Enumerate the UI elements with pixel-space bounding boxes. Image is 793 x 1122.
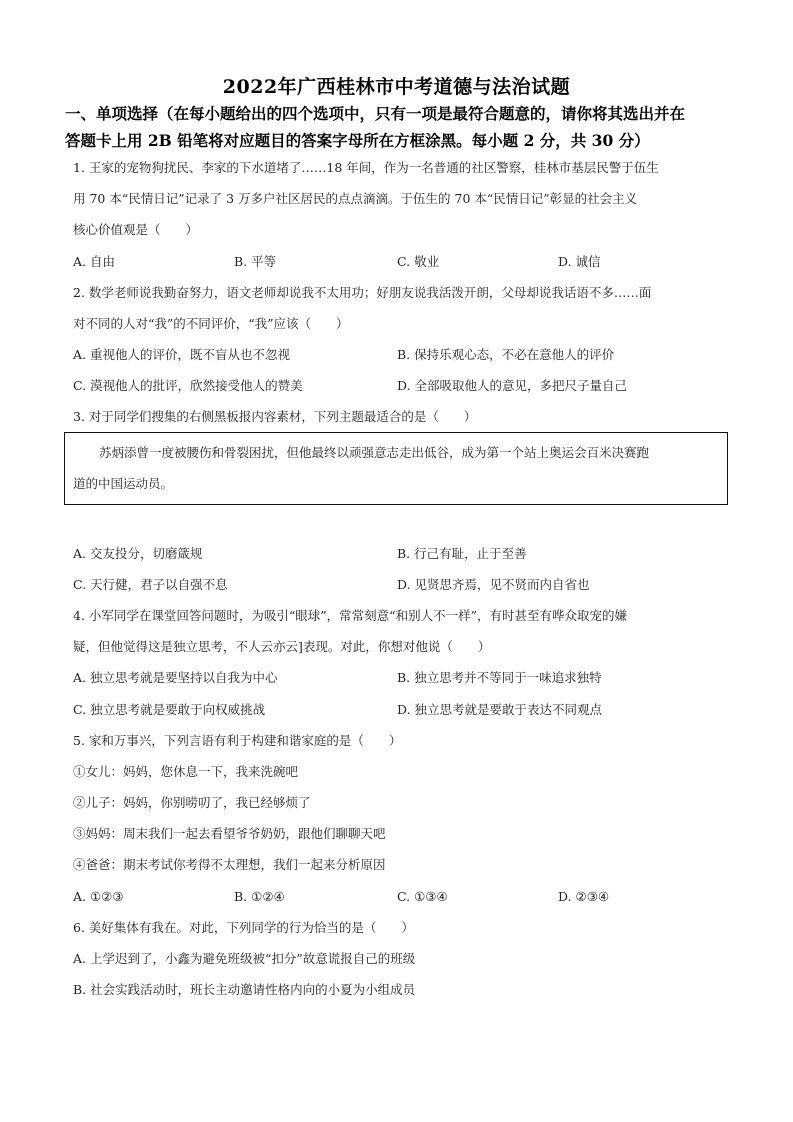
question-4-stem-line-2: 疑，但他觉得这是独立思考，不人云亦云]表现。对此，你想对他说（ ） <box>73 639 491 654</box>
question-5-option-c: C. ①③④ <box>397 889 448 904</box>
question-2-stem-line-2: 对不同的人对“我”的不同评价，“我”应该（ ） <box>73 316 349 331</box>
question-2-option-a: A. 重视他人的评价，既不盲从也不忽视 <box>73 347 290 362</box>
material-box <box>64 432 728 505</box>
question-5-statement-4: ④爸爸：期末考试你考得不太理想，我们一起来分析原因 <box>73 857 386 872</box>
question-2-option-c: C. 漠视他人的批评，欣然接受他人的赞美 <box>73 378 303 393</box>
section-heading-line-2: 答题卡上用 2B 铅笔将对应题目的答案字母所在方框涂黑。每小题 2 分，共 30 分） <box>65 131 650 150</box>
question-5-statement-1: ①女儿：妈妈，您休息一下，我来洗碗吧 <box>73 764 299 779</box>
question-1-option-c: C. 敬业 <box>397 254 440 269</box>
question-2-option-d: D. 全部吸取他人的意见，多把尺子量自己 <box>397 378 628 393</box>
question-4-option-d: D. 独立思考就是要敢于表达不同观点 <box>397 702 603 717</box>
question-1-stem-line-2: 用 70 本“民情日记”记录了 3 万多户社区居民的点点滴滴。于伍生的 70 本“民情日记”彰显的社会主义 <box>73 191 638 206</box>
question-1-option-a: A. 自由 <box>73 254 115 269</box>
question-2-stem-line-1: 2. 数学老师说我勤奋努力，语文老师却说我不太用功；好朋友说我活泼开朗，父母却说我话语不多……面 <box>73 285 652 300</box>
question-5-statement-2: ②儿子：妈妈，你别唠叨了，我已经够烦了 <box>73 795 311 810</box>
question-5-stem: 5. 家和万事兴，下列言语有利于构建和谐家庭的是（ ） <box>73 733 402 748</box>
section-heading <box>65 100 735 154</box>
question-1-stem-line-3: 核心价值观是（ ） <box>73 222 199 237</box>
question-5-statement-3: ③妈妈：周末我们一起去看望爷爷奶奶，跟他们聊聊天吧 <box>73 826 386 841</box>
question-3-option-b: B. 行己有耻，止于至善 <box>397 546 527 561</box>
question-1-option-b: B. 平等 <box>234 254 277 269</box>
question-6-option-b: B. 社会实践活动时，班长主动邀请性格内向的小夏为小组成员 <box>73 982 416 997</box>
question-4-option-c: C. 独立思考就是要敢于向权威挑战 <box>73 702 266 717</box>
material-line-2: 道的中国运动员。 <box>73 476 174 491</box>
question-1-stem-line-1: 1. 王家的宠物狗扰民、李家的下水道堵了……18 年间，作为一名普通的社区警察，桂林市基层民警于伍生 <box>73 160 659 175</box>
document-title: 2022年广西桂林市中考道德与法治试题 <box>222 76 571 98</box>
question-3-option-d: D. 见贤思齐焉，见不贤而内自省也 <box>397 577 590 592</box>
question-6-option-a: A. 上学迟到了，小鑫为避免班级被“扣分”故意谎报自己的班级 <box>73 951 416 966</box>
question-5-option-d: D. ②③④ <box>558 889 610 904</box>
question-2-option-b: B. 保持乐观心态，不必在意他人的评价 <box>397 347 615 362</box>
question-3-option-c: C. 天行健，君子以自强不息 <box>73 577 228 592</box>
section-heading-line-1: 一、单项选择（在每小题给出的四个选项中，只有一项是最符合题意的，请你将其选出并在 <box>65 104 686 123</box>
question-4-stem-line-1: 4. 小军同学在课堂回答问题时，为吸引“眼球”，常常刻意“和别人不一样”，有时甚至有哗众取宠的嫌 <box>73 608 627 623</box>
question-3-stem: 3. 对于同学们搜集的右侧黑板报内容素材，下列主题最适合的是（ ） <box>73 409 477 424</box>
question-4-option-b: B. 独立思考并不等同于一味追求独特 <box>397 670 602 685</box>
question-5-option-a: A. ①②③ <box>73 889 124 904</box>
question-4-option-a: A. 独立思考就是要坚持以自我为中心 <box>73 670 278 685</box>
question-1-option-d: D. 诚信 <box>558 254 601 269</box>
material-line-1: 苏炳添曾一度被腰伤和骨裂困扰，但他最终以顽强意志走出低谷，成为第一个站上奥运会百米决赛跑 <box>99 445 650 460</box>
question-6-stem: 6. 美好集体有我在。对此，下列同学的行为恰当的是（ ） <box>73 920 414 935</box>
question-3-option-a: A. 交友投分，切磨箴规 <box>73 546 203 561</box>
question-5-option-b: B. ①②④ <box>234 889 285 904</box>
